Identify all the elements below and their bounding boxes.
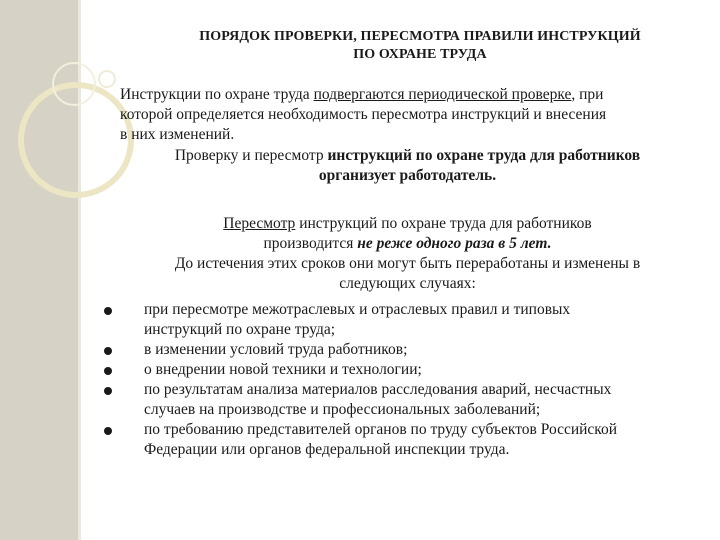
- para1-text-a: Инструкции по охране труда: [120, 86, 314, 103]
- bullet-icon: [104, 307, 112, 315]
- list-item-line: инструкций по охране труда;: [144, 321, 336, 338]
- para1-line-2: которой определяется необходимость пересмотра инструкций и внесения: [120, 106, 607, 123]
- decorative-ring-small: [52, 62, 96, 106]
- list-item: [100, 360, 710, 380]
- list-item-line: случаев на производстве и профессиональных заболеваний;: [144, 401, 541, 418]
- list-item-line: о внедрении новой техники и технологии;: [144, 361, 422, 378]
- para3-text-a: производится: [263, 235, 358, 252]
- list-item: [100, 340, 710, 360]
- list-item: [100, 300, 710, 340]
- list-item-line: в изменении условий труда работников;: [144, 341, 408, 358]
- para3-bold-italic: не реже одного раза в 5 лет.: [357, 235, 552, 252]
- bullet-icon: [104, 347, 112, 355]
- para3-underlined: Пересмотр: [223, 215, 296, 232]
- para2-text-a: Проверку и пересмотр: [174, 147, 328, 164]
- list-item-line: по требованию представителей органов по труду субъектов Российской: [144, 421, 618, 438]
- list-item-line: при пересмотре межотраслевых и отраслевых правил и типовых: [144, 301, 571, 318]
- bullet-icon: [104, 367, 112, 375]
- paragraph-periodic-check: [120, 85, 695, 145]
- paragraph-organizer: [120, 146, 695, 186]
- list-item-line: Федерации или органов федеральной инспекции труда.: [144, 441, 510, 458]
- para2-bold-a: инструкций по охране труда для работников: [327, 147, 641, 164]
- title-line-1: ПОРЯДОК ПРОВЕРКИ, ПЕРЕСМОТРА ПРАВИЛИ ИНСТРУКЦИЙ: [199, 29, 641, 44]
- list-item-line: по результатам анализа материалов расследования аварий, несчастных: [144, 381, 612, 398]
- para1-text-b: , при: [571, 86, 604, 103]
- list-item: [100, 380, 710, 420]
- para2-bold-line-2: организует работодатель.: [318, 167, 497, 184]
- title-line-2: ПО ОХРАНЕ ТРУДА: [353, 47, 487, 62]
- para1-line-3: в них изменений.: [120, 126, 235, 143]
- para1-underlined: подвергаются периодической проверке: [313, 86, 572, 103]
- paragraph-revision: [120, 214, 695, 294]
- decorative-ring-tiny: [98, 70, 116, 88]
- para3-text-rest: инструкций по охране труда для работников: [295, 215, 592, 232]
- bullet-list: [100, 300, 710, 460]
- bullet-icon: [104, 387, 112, 395]
- page-title: [120, 28, 720, 64]
- list-item: [100, 420, 710, 460]
- para3-line-3: До истечения этих сроков они могут быть переработаны и изменены в: [174, 255, 641, 272]
- bullet-icon: [104, 427, 112, 435]
- para3-line-4: следующих случаях:: [339, 275, 476, 292]
